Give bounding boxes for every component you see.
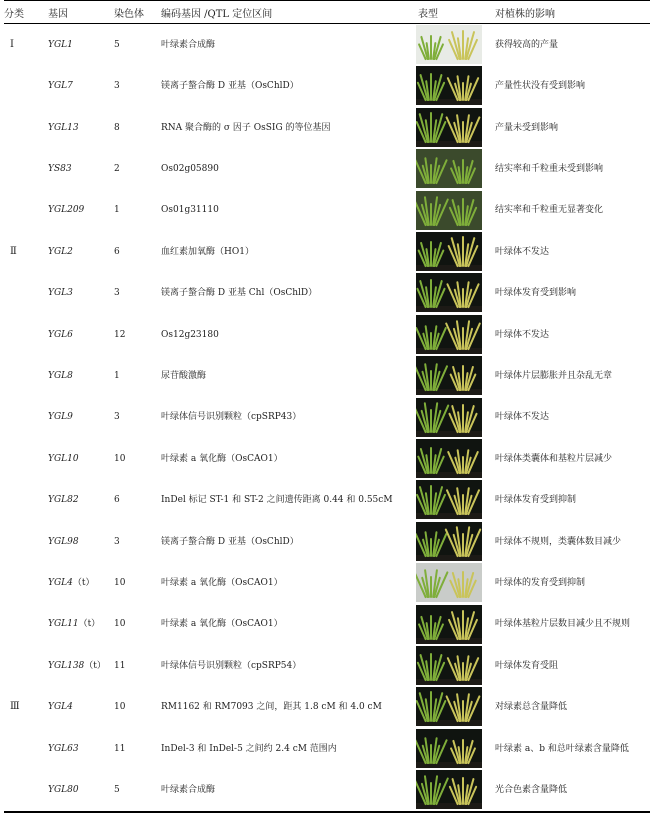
locus-text: 血红素加氧酶（HO1） (161, 246, 254, 257)
phenotype-photo (416, 439, 482, 478)
table-row (0, 728, 654, 770)
gene-symbol: YGL138 (48, 660, 85, 671)
gene-symbol: YS83 (48, 163, 72, 174)
phenotype-photo (416, 522, 482, 561)
header-locus: 编码基因 /QTL 定位区间 (161, 9, 273, 20)
chromosome-value: 3 (114, 536, 120, 547)
chromosome-value: 2 (114, 163, 120, 174)
effect-text: 叶绿体基粒片层数目减少且不规则 (495, 619, 631, 630)
gene-symbol: YGL11 (48, 619, 79, 630)
locus-text: 叶绿素合成酶 (161, 39, 216, 50)
gene-name (48, 618, 100, 630)
table-row (0, 272, 654, 314)
locus-text: Os02g05890 (161, 163, 219, 174)
effect-text: 叶绿体不发达 (495, 329, 550, 340)
phenotype-photo (416, 563, 482, 602)
gene-symbol: YGL80 (48, 784, 79, 795)
effect-text: 叶绿体类囊体和基粒片层减少 (495, 453, 613, 464)
chromosome-value: 12 (114, 329, 126, 340)
table-header (0, 0, 654, 23)
phenotype-photo (416, 729, 482, 768)
header-class: 分类 (4, 9, 24, 20)
locus-text: 叶绿体信号识别颗粒（cpSRP54） (161, 660, 302, 671)
chromosome-value: 11 (114, 660, 126, 671)
phenotype-photo (416, 149, 482, 188)
table-row (0, 355, 654, 397)
table-row (0, 562, 654, 604)
phenotype-photo (416, 770, 482, 809)
locus-text: InDel-3 和 InDel-5 之间约 2.4 cM 范围内 (161, 743, 337, 754)
gene-name (48, 204, 84, 216)
effect-text: 叶绿体片层膨胀并且杂乱无章 (495, 370, 613, 381)
phenotype-photo (416, 315, 482, 354)
effect-text: 叶绿素 a、b 和总叶绿素含量降低 (495, 743, 629, 754)
effect-text: 叶绿体发育受到抑制 (495, 495, 577, 506)
chromosome-value: 10 (114, 702, 126, 713)
header-gene: 基因 (48, 9, 68, 20)
locus-text: 叶绿素 a 氧化酶（OsCAO1） (161, 619, 283, 630)
chromosome-value: 3 (114, 81, 120, 92)
locus-text: Os01g31110 (161, 205, 219, 216)
chromosome-value: 1 (114, 205, 120, 216)
gene-symbol: YGL1 (48, 39, 73, 50)
locus-text: 镁离子螯合酶 D 亚基 Chl（OsChlD） (161, 288, 318, 299)
table-row (0, 314, 654, 356)
chromosome-value: 6 (114, 495, 120, 506)
table-row (0, 769, 654, 811)
gene-symbol: YGL4 (48, 702, 73, 713)
locus-text: InDel 标记 ST-1 和 ST-2 之间遗传距离 0.44 和 0.55cM (161, 495, 393, 506)
table-row (0, 148, 654, 190)
gene-name (48, 536, 79, 548)
gene-symbol: YGL98 (48, 536, 79, 547)
effect-text: 叶绿体的发育受到抑制 (495, 577, 586, 588)
gene-symbol: YGL6 (48, 329, 73, 340)
table-row (0, 231, 654, 273)
phenotype-photo (416, 398, 482, 437)
phenotype-photo (416, 273, 482, 312)
table-row (0, 438, 654, 480)
locus-text: 叶绿素 a 氧化酶（OsCAO1） (161, 577, 283, 588)
gene-symbol: YGL3 (48, 288, 73, 299)
class-label: Ⅲ (10, 701, 20, 713)
gene-name (48, 701, 73, 713)
gene-name (48, 453, 79, 465)
effect-text: 光合色素含量降低 (495, 784, 568, 795)
effect-text: 叶绿体不发达 (495, 412, 550, 423)
table-row (0, 645, 654, 687)
effect-text: 叶绿体不发达 (495, 246, 550, 257)
effect-text: 结实率和千粒重无显著变化 (495, 205, 604, 216)
gene-name (48, 287, 73, 299)
gene-tag: （t） (84, 660, 106, 671)
effect-text: 产量性状没有受到影响 (495, 81, 586, 92)
gene-name (48, 329, 73, 341)
phenotype-photo (416, 232, 482, 271)
chromosome-value: 10 (114, 453, 126, 464)
chromosome-value: 6 (114, 246, 120, 257)
chromosome-value: 5 (114, 39, 120, 50)
chromosome-value: 3 (114, 288, 120, 299)
gene-symbol: YGL63 (48, 743, 79, 754)
effect-text: 叶绿体发育受到影响 (495, 288, 577, 299)
class-label: Ⅱ (10, 245, 17, 257)
gene-name (48, 39, 73, 51)
effect-text: 叶绿体不规则，类囊体数目减少 (495, 536, 622, 547)
gene-symbol: YGL10 (48, 453, 79, 464)
phenotype-photo (416, 25, 482, 64)
phenotype-photo (416, 108, 482, 147)
gene-tag: （t） (78, 619, 101, 630)
table-row (0, 479, 654, 521)
table-row (0, 107, 654, 149)
chromosome-value: 11 (114, 743, 126, 754)
locus-text: RM1162 和 RM7093 之间，距其 1.8 cM 和 4.0 cM (161, 702, 382, 713)
effect-text: 结实率和千粒重未受到影响 (495, 163, 604, 174)
phenotype-photo (416, 646, 482, 685)
gene-symbol: YGL82 (48, 495, 79, 506)
phenotype-photo (416, 687, 482, 726)
phenotype-photo (416, 605, 482, 644)
chromosome-value: 5 (114, 784, 120, 795)
header-chromosome: 染色体 (114, 9, 144, 20)
gene-name (48, 577, 94, 589)
gene-symbol: YGL8 (48, 370, 73, 381)
locus-text: 叶绿体信号识别颗粒（cpSRP43） (161, 412, 302, 423)
header-effect: 对植株的影响 (495, 9, 555, 20)
gene-name (48, 743, 79, 755)
header-phenotype: 表型 (418, 9, 438, 20)
bottom-rule (4, 811, 650, 813)
gene-symbol: YGL209 (48, 205, 85, 216)
effect-text: 叶绿体发育受阻 (495, 660, 559, 671)
class-label: Ⅰ (10, 38, 14, 50)
gene-symbol: YGL7 (48, 81, 73, 92)
table-row (0, 604, 654, 646)
locus-text: RNA 聚合酶的 σ 因子 OsSIG 的等位基因 (161, 122, 331, 133)
gene-name (48, 163, 72, 175)
chromosome-value: 1 (114, 370, 120, 381)
table-row (0, 24, 654, 66)
phenotype-photo (416, 356, 482, 395)
table-row (0, 65, 654, 107)
phenotype-photo (416, 66, 482, 105)
locus-text: 镁离子螯合酶 D 亚基（OsChlD） (161, 536, 299, 547)
gene-name (48, 246, 73, 258)
gene-name (48, 494, 79, 506)
phenotype-photo (416, 191, 482, 230)
chromosome-value: 8 (114, 122, 120, 133)
table-row (0, 686, 654, 728)
gene-tag: （t） (72, 577, 95, 588)
gene-symbol: YGL13 (48, 122, 79, 133)
effect-text: 获得较高的产量 (495, 39, 559, 50)
gene-name (48, 80, 73, 92)
chromosome-value: 3 (114, 412, 120, 423)
gene-name (48, 122, 79, 134)
gene-name (48, 660, 106, 672)
chromosome-value: 10 (114, 577, 126, 588)
locus-text: 叶绿素 a 氧化酶（OsCAO1） (161, 453, 283, 464)
gene-name (48, 784, 79, 796)
locus-text: 尿苷酸激酶 (161, 370, 207, 381)
locus-text: 镁离子螯合酶 D 亚基（OsChlD） (161, 81, 299, 92)
effect-text: 对绿素总含量降低 (495, 702, 568, 713)
gene-name (48, 411, 73, 423)
chromosome-value: 10 (114, 619, 126, 630)
gene-name (48, 370, 73, 382)
gene-symbol: YGL2 (48, 246, 73, 257)
locus-text: 叶绿素合成酶 (161, 784, 216, 795)
table-row (0, 190, 654, 232)
table-row (0, 521, 654, 563)
effect-text: 产量未受到影响 (495, 122, 559, 133)
gene-symbol: YGL4 (48, 577, 73, 588)
phenotype-photo (416, 480, 482, 519)
gene-symbol: YGL9 (48, 412, 73, 423)
table-row (0, 397, 654, 439)
locus-text: Os12g23180 (161, 329, 219, 340)
